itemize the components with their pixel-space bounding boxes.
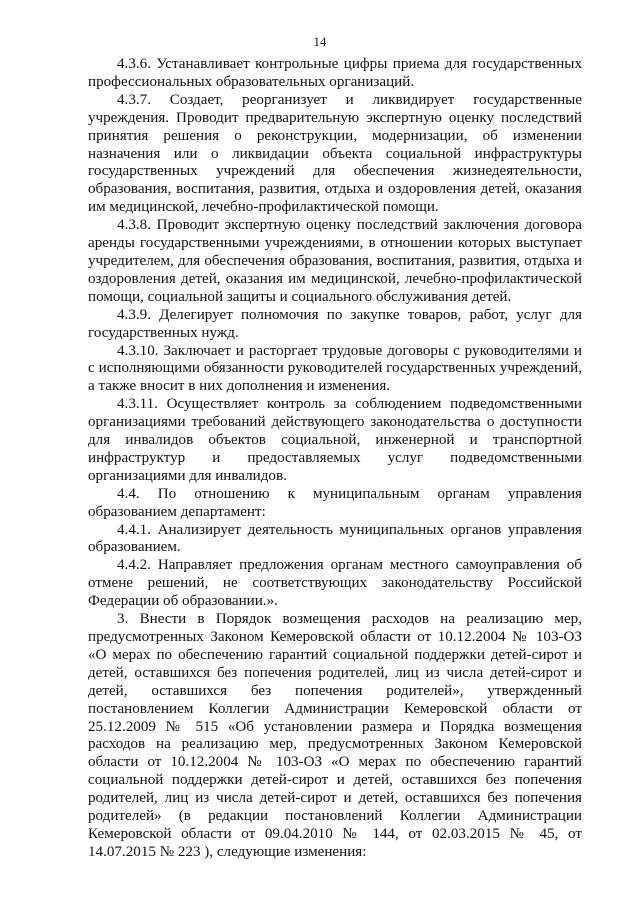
paragraph-3: 3. Внести в Порядок возмещения расходов на реализацию мер, предусмотренных Законом Кемеровской области от 10.12.2004 № 103-ОЗ «О мерах по обеспечению гарантий социальной поддержки детей-сирот и детей, оставшихся без попечения родителей, лиц из числа детей-сирот и детей, оставшихся без попечения родителей», утвержденный постановлением Коллегии Администрации Кемеровской области от 25.12.2009 № 515 «Об установлении размера и Порядка возмещения расходов на реализацию мер, предусмотренных Законом Кемеровской области от 10.12.2004 № 103-ОЗ «О мерах по обеспечению гарантий социальной поддержки детей-сирот и детей, оставшихся без попечения родителей, лиц из числа детей-сирот и детей, оставшихся без попечения родителей» (в редакции постановлений Коллегии Администрации Кемеровской области от 09.04.2010 № 144, от 02.03.2015 № 45, от 14.07.2015 № 223 ), следующие изменения: — [88, 611, 582, 860]
paragraph-4-3-9: 4.3.9. Делегирует полномочия по закупке товаров, работ, услуг для государственных нужд. — [88, 306, 582, 341]
paragraph-4-4-1: 4.4.1. Анализирует деятельность муниципальных органов управления образованием. — [88, 521, 582, 556]
document-body — [88, 56, 582, 862]
paragraph-4-3-6: 4.3.6. Устанавливает контрольные цифры приема для государственных профессиональных образовательных организаций. — [88, 56, 582, 90]
paragraph-4-3-11: 4.3.11. Осуществляет контроль за соблюдением подведомственными организациями требований действующего законодательства о доступности для инвалидов объектов социальной, инженерной и транспортной инфраструктур и предоставляемых услуг подведомственными организациями для инвалидов. — [88, 396, 582, 484]
paragraph-4-3-7: 4.3.7. Создает, реорганизует и ликвидирует государственные учреждения. Проводит предварительную экспертную оценку последствий принятия решения о реконструкции, модернизации, об изменении назначения или о ликвидации объекта социальной инфраструктуры государственных учреждений для обеспечения жизнедеятельности, образования, воспитания, развития, отдыха и оздоровления детей, оказания им медицинской, лечебно-профилактической помощи. — [88, 91, 582, 216]
page-number: 14 — [313, 34, 327, 49]
paragraph-4-4: 4.4. По отношению к муниципальным органам управления образованием департамент: — [88, 485, 582, 520]
paragraph-4-3-10: 4.3.10. Заключает и расторгает трудовые договоры с руководителями и с исполняющими обязанности руководителей государственных учреждений, а также вносит в них дополнения и изменения. — [88, 342, 582, 395]
paragraph-4-3-8: 4.3.8. Проводит экспертную оценку последствий заключения договора аренды государственными учреждениями, в отношении которых выступает учредителем, для обеспечения образования, воспитания, развития, отдыха и оздоровления детей, оказания им медицинской, лечебно-профилактической помощи, социальной защиты и социального обслуживания детей. — [88, 217, 582, 305]
paragraph-4-4-2: 4.4.2. Направляет предложения органам местного самоуправления об отмене решений, не соответствующих законодательству Российской Федерации об образовании.». — [88, 557, 582, 610]
